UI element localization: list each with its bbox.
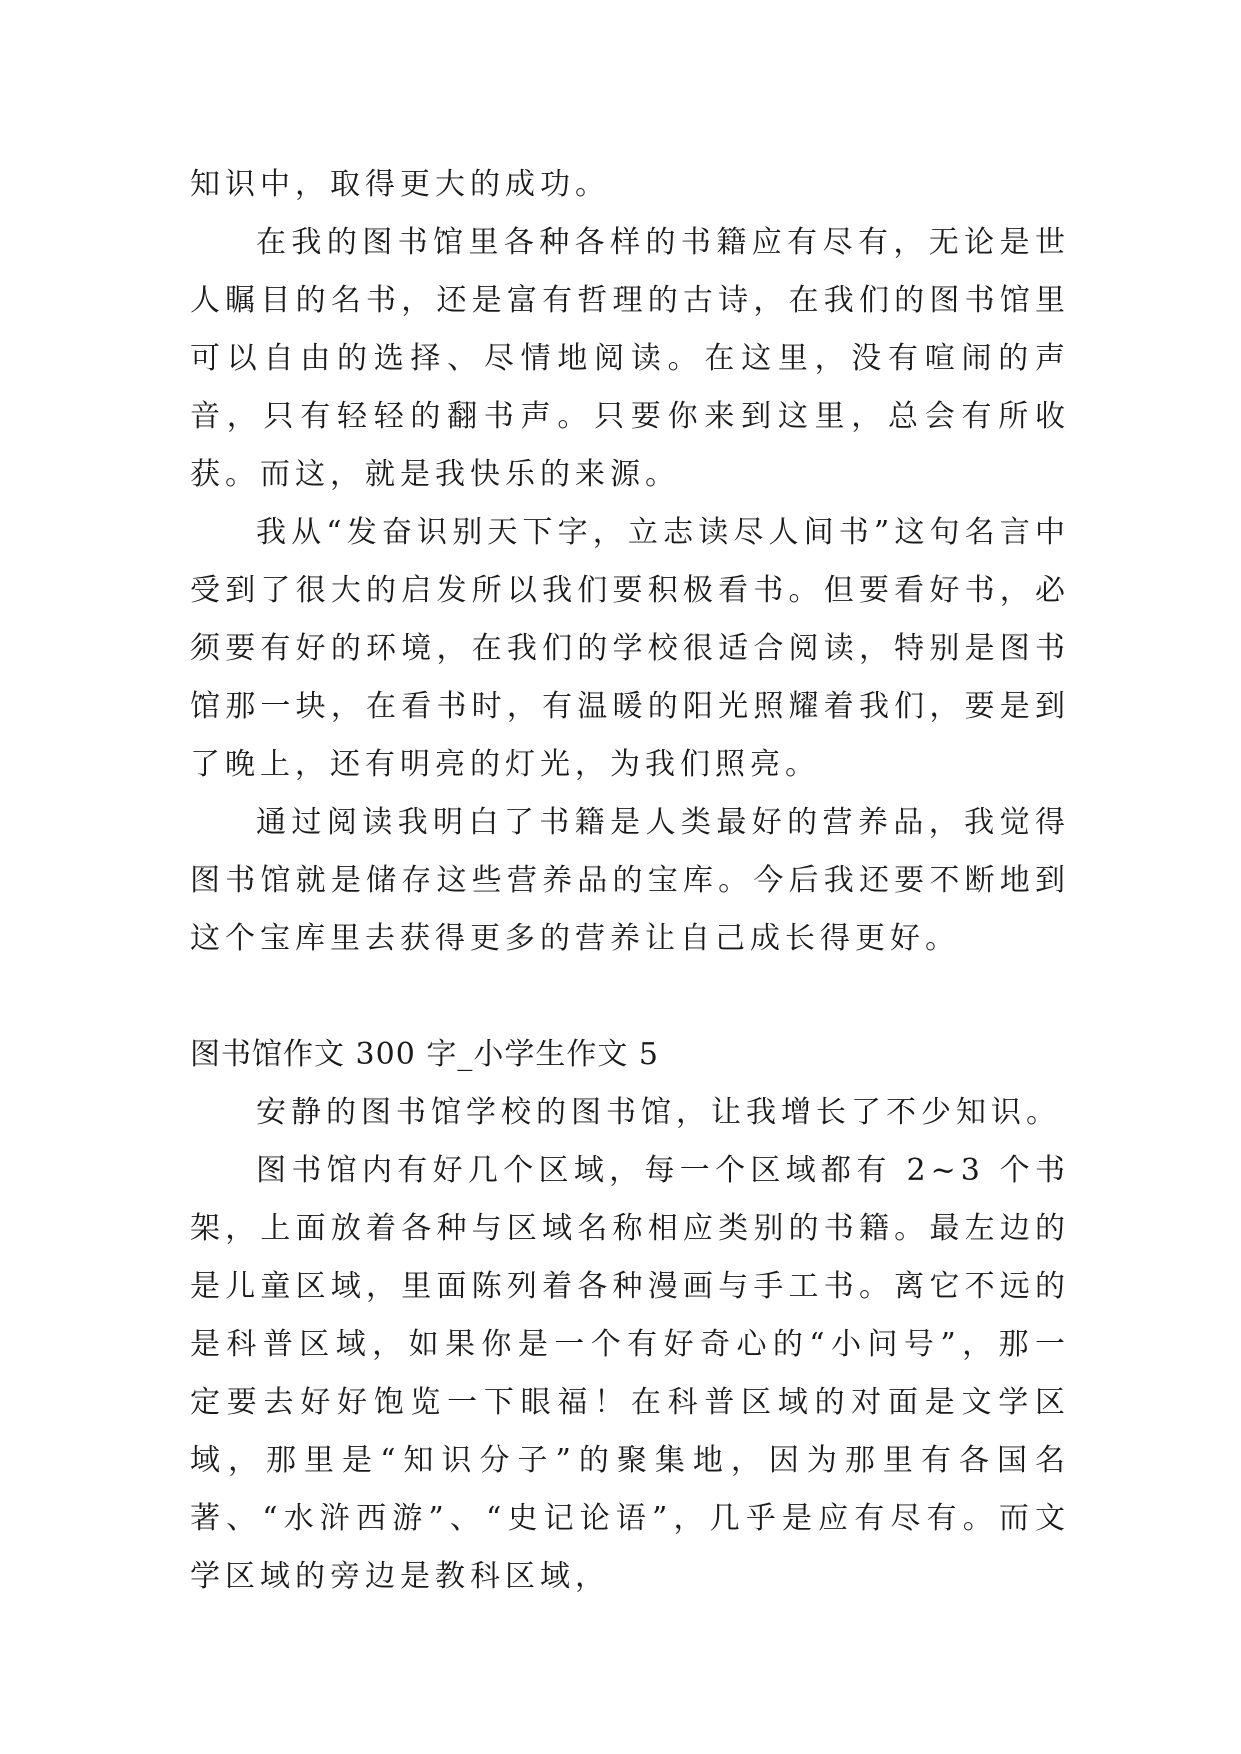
document-body bbox=[190, 156, 1070, 1606]
paragraph-continuation: 知识中，取得更大的成功。 bbox=[190, 167, 610, 202]
paragraph-quiet-library: 安静的图书馆学校的图书馆，让我增长了不少知识。 bbox=[256, 1095, 1061, 1130]
section-title: 图书馆作文 300 字_小学生作文 5 bbox=[190, 1037, 659, 1072]
paragraph-quote-inspiration: 我从“发奋识别天下字，立志读尽人间书”这句名言中受到了很大的启发所以我们要积极看书。但要看好书，必须要有好的环境，在我们的学校很适合阅读，特别是图书馆那一块，在看书时，有温暖的阳光照耀着我们，要是到了晚上，还有明亮的灯光，为我们照亮。 bbox=[190, 515, 1070, 782]
section-spacer bbox=[190, 968, 1070, 1026]
paragraph-nutrition-treasury: 通过阅读我明白了书籍是人类最好的营养品，我觉得图书馆就是储存这些营养品的宝库。今后我还要不断地到这个宝库里去获得更多的营养让自己成长得更好。 bbox=[190, 805, 1070, 956]
paragraph-library-areas: 图书馆内有好几个区域，每一个区域都有 2~3 个书架，上面放着各种与区域名称相应类别的书籍。最左边的是儿童区域，里面陈列着各种漫画与手工书。离它不远的是科普区域，如果你是一个有好奇心的“小问号”，那一定要去好好饱览一下眼福！在科普区域的对面是文学区域，那里是“知识分子”的聚集地，因为那里有各国名著、“水浒西游”、“史记论语”，几乎是应有尽有。而文学区域的旁边是教科区域， bbox=[190, 1153, 1070, 1594]
paragraph-library-books: 在我的图书馆里各种各样的书籍应有尽有，无论是世人瞩目的名书，还是富有哲理的古诗，在我们的图书馆里可以自由的选择、尽情地阅读。在这里，没有喧闹的声音，只有轻轻的翻书声。只要你来到这里，总会有所收获。而这，就是我快乐的来源。 bbox=[190, 225, 1070, 492]
